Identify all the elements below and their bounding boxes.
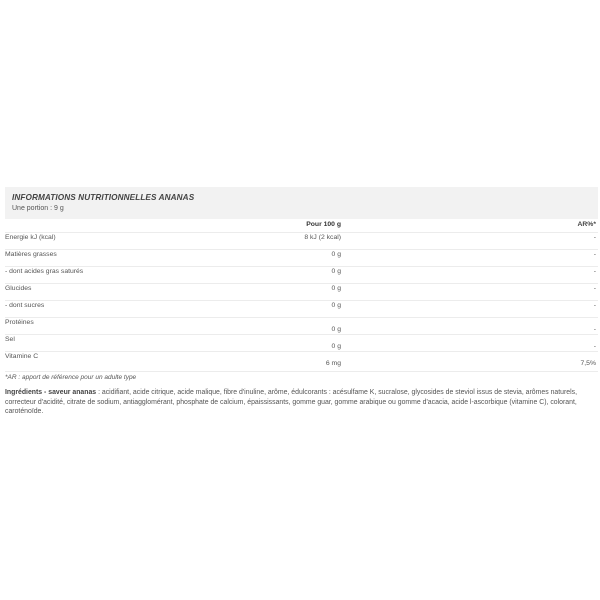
row-value-ar: - (593, 251, 596, 258)
row-label: Sel (5, 336, 15, 343)
nutrition-header (5, 187, 598, 219)
row-value-ar: - (593, 326, 596, 333)
row-value-ar: - (593, 343, 596, 350)
column-header-per100: Pour 100 g (306, 221, 341, 228)
table-row (5, 301, 598, 318)
table-row (5, 250, 598, 267)
row-value-per100: 0 g (331, 251, 341, 258)
row-value-ar: - (593, 285, 596, 292)
row-label: Vitamine C (5, 353, 39, 360)
ingredients-list: : acidifiant, acide citrique, acide malique, fibre d'inuline, arôme, édulcorants : acésulfame K, sucralose, glycosides de steviol issus de stevia, arômes naturels, correcteur d'acidité, citrate de sodium, antiagglomérant, phosphate de calcium, épaississants, gomme guar, gomme arabique ou gomme d'acacia, acide l-ascorbique (vitamine C), colorant, caroténoïde. (5, 389, 577, 416)
table-row (5, 267, 598, 284)
nutrition-table (5, 219, 598, 368)
row-value-per100: 8 kJ (2 kcal) (304, 234, 341, 241)
table-row (5, 233, 598, 250)
row-value-ar: - (593, 234, 596, 241)
table-row (5, 318, 598, 335)
table-row (5, 352, 598, 369)
row-value-per100: 0 g (331, 285, 341, 292)
reference-intake-note: *AR : apport de référence pour un adulte type (5, 371, 598, 381)
row-label: Energie kJ (kcal) (5, 234, 56, 241)
table-header-row (5, 219, 598, 233)
row-label: - dont sucres (5, 302, 45, 309)
row-value-ar: - (593, 268, 596, 275)
row-label: Matières grasses (5, 251, 57, 258)
row-value-per100: 0 g (331, 302, 341, 309)
row-value-ar: - (593, 302, 596, 309)
row-value-per100: 0 g (331, 343, 341, 350)
row-value-per100: 0 g (331, 326, 341, 333)
row-label: Protéines (5, 319, 34, 326)
portion-size: Une portion : 9 g (12, 205, 64, 212)
column-header-ar: AR%* (577, 221, 596, 228)
nutrition-panel (5, 187, 598, 417)
row-value-per100: 0 g (331, 268, 341, 275)
row-value-ar: 7,5% (580, 360, 596, 367)
row-label: - dont acides gras saturés (5, 268, 84, 275)
row-value-per100: 6 mg (325, 360, 341, 367)
table-row (5, 335, 598, 352)
ingredients-text (5, 388, 598, 417)
row-label: Glucides (5, 285, 32, 292)
table-row (5, 284, 598, 301)
nutrition-title: INFORMATIONS NUTRITIONNELLES ANANAS (12, 193, 195, 202)
ingredients-label: Ingrédients - saveur ananas (5, 389, 97, 396)
